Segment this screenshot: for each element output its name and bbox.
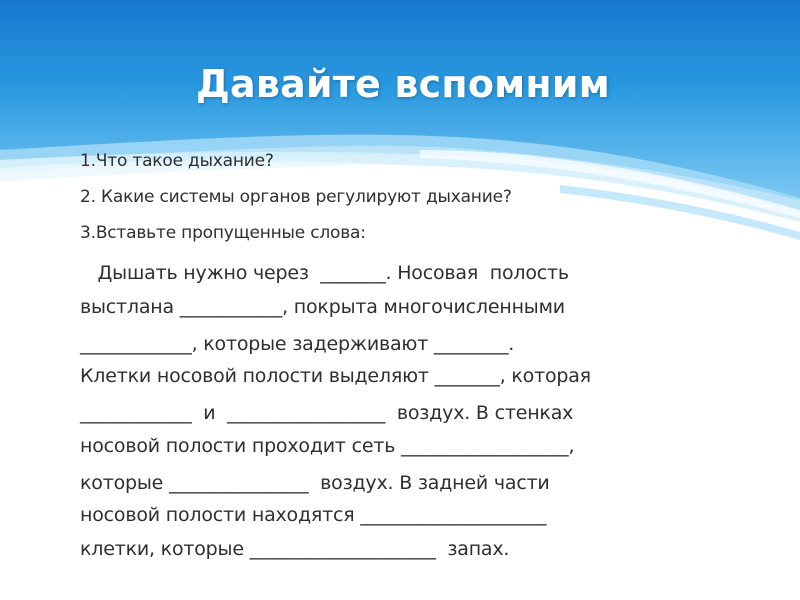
exercise-line-6: носовой полости проходит сеть __________________, xyxy=(80,435,575,457)
exercise-line-2: выстлана ___________, покрыта многочисленными xyxy=(80,296,565,318)
exercise-line-8: носовой полости находятся ____________________ xyxy=(80,504,547,526)
exercise-line-3: ____________, которые задерживают ________. xyxy=(80,333,515,355)
questions-list xyxy=(80,150,730,258)
exercise-line-9: клетки, которые ____________________ запах. xyxy=(80,538,510,560)
exercise-line-5: ____________ и _________________ воздух. В стенках xyxy=(80,402,574,424)
question-1: 1.Что такое дыхание? xyxy=(80,151,274,171)
exercise-line-4: Клетки носовой полости выделяют _______, которая xyxy=(80,365,591,387)
exercise-line-7: которые _______________ воздух. В задней части xyxy=(80,472,550,494)
exercise-line-1: Дышать нужно через _______. Носовая полость xyxy=(80,262,569,284)
question-2: 2. Какие системы органов регулируют дыхание? xyxy=(80,187,512,207)
question-3: 3.Вставьте пропущенные слова: xyxy=(80,223,366,243)
slide-title: Давайте вспомним xyxy=(196,62,610,106)
